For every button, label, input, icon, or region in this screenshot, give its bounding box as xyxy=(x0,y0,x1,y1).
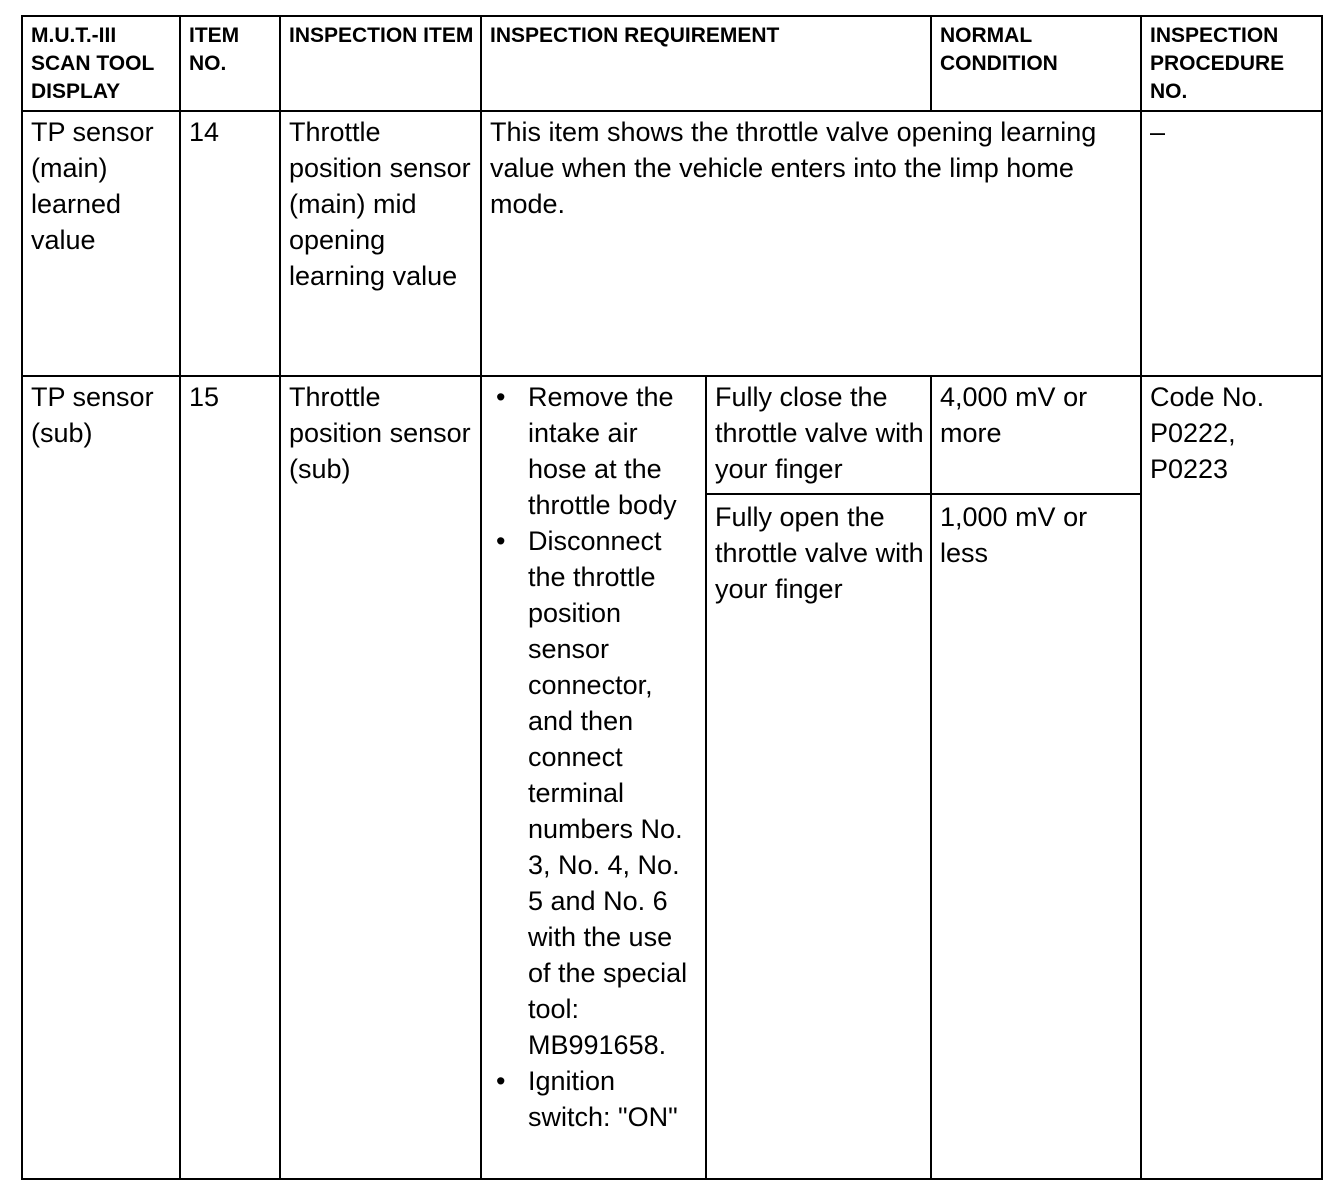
row2-inspection-item: Throttle position sensor (sub) xyxy=(289,382,471,484)
grid-line xyxy=(705,375,707,1178)
row1-item-no: 14 xyxy=(189,117,220,147)
setup-step: • Remove the intake air hose at the throttle body xyxy=(482,379,701,523)
row2-display: TP sensor (sub) xyxy=(31,382,154,448)
setup-step: • Disconnect the throttle position sensor connector, and then connect terminal numbers No. 3, No. 4, No. 5 and No. 6 with the use of the special tool: MB991658. xyxy=(482,523,701,1063)
grid-line xyxy=(930,375,932,1178)
row1-display: TP sensor (main) learned value xyxy=(31,117,154,255)
row1-requirement: This item shows the throttle valve opening learning value when the vehicle enters into the limp home mode. xyxy=(490,117,1097,219)
header-procedure-no: INSPECTION PROCEDURE NO. xyxy=(1150,24,1285,103)
normal-closed: 4,000 mV or more xyxy=(940,382,1088,448)
normal-open: 1,000 mV or less xyxy=(940,502,1088,568)
data-list-table xyxy=(21,15,1323,1180)
condition-closed: Fully close the throttle valve with your finger xyxy=(715,382,924,484)
row2-procedure-no: Code No. P0222, P0223 xyxy=(1150,382,1265,484)
header-inspection-item: INSPECTION ITEM xyxy=(289,24,474,47)
row2-item-no: 15 xyxy=(189,382,220,412)
condition-open: Fully open the throttle valve with your finger xyxy=(715,502,924,604)
header-item-no: ITEM NO. xyxy=(189,24,240,75)
grid-line xyxy=(179,17,181,1178)
header-requirement: INSPECTION REQUIREMENT xyxy=(490,24,780,47)
header-display: M.U.T.-III SCAN TOOL DISPLAY xyxy=(31,24,154,103)
row1-procedure-no: – xyxy=(1150,117,1166,147)
row2-setup-steps xyxy=(482,377,705,1135)
row1-inspection-item: Throttle position sensor (main) mid opening learning value xyxy=(289,117,471,291)
header-normal-condition: NORMAL CONDITION xyxy=(940,24,1058,75)
grid-line xyxy=(1140,17,1142,1178)
grid-line xyxy=(705,493,1140,495)
setup-step: • Ignition switch: "ON" xyxy=(482,1063,701,1135)
setup-step-list xyxy=(482,379,701,1135)
